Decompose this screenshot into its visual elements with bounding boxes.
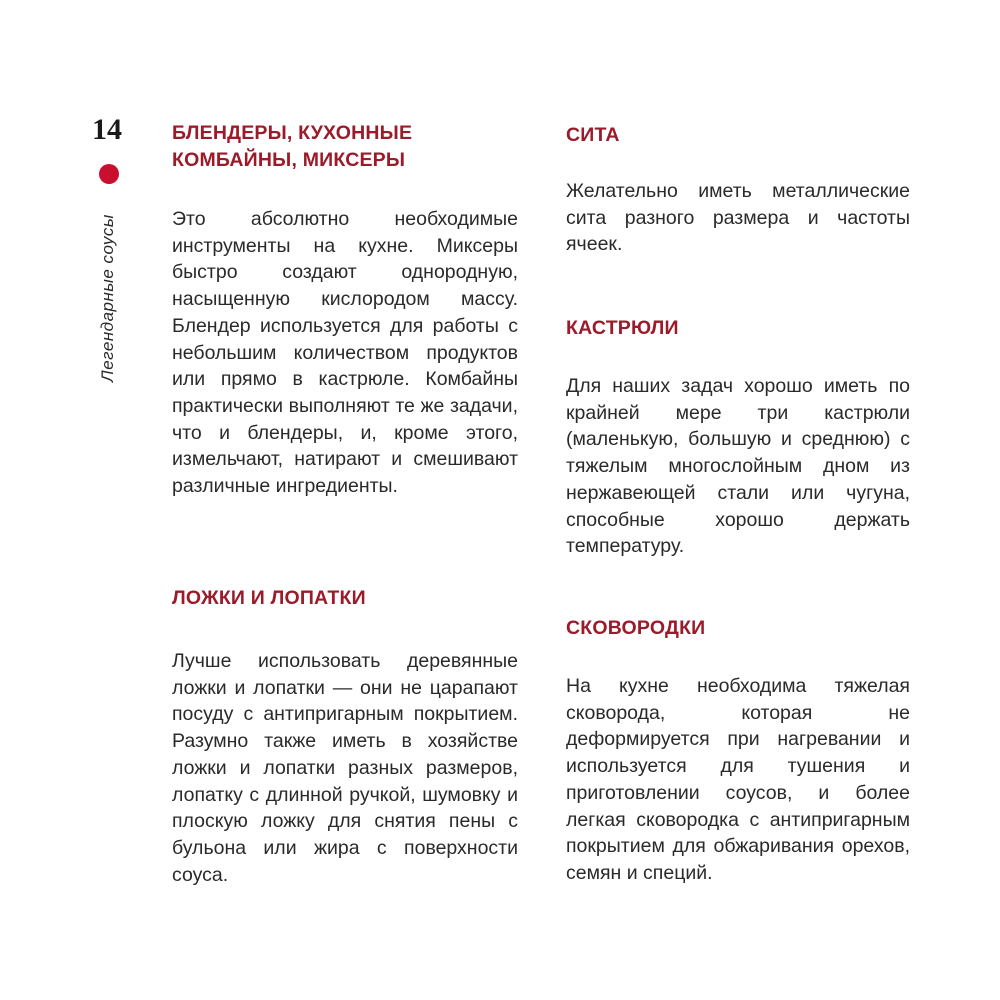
section-pots-body xyxy=(566,373,910,560)
section-body-text: Желательно иметь металлические сита разного размера и частоты ячеек. xyxy=(566,180,910,256)
section-heading: БЛЕНДЕРЫ, КУХОННЫЕ КОМБАЙНЫ, МИКСЕРЫ xyxy=(172,122,413,171)
section-body-text: Для наших задач хорошо иметь по крайней мере три кастрюли (маленькую, большую и среднюю) с тяжелым многослойным дном из нержавеющей стали или чугуна, способные хорошо держать температуру. xyxy=(566,375,910,558)
section-sieves xyxy=(566,122,910,149)
section-body-text: На кухне необходима тяжелая сковорода, которая не деформируется при нагревании и используется для тушения и приготовлении соусов, и более легкая сковородка с антипригарным покрытием для обжаривания орехов, семян и специй. xyxy=(566,675,910,884)
page-number: 14 xyxy=(92,113,122,146)
section-sieves-body xyxy=(566,178,910,258)
section-blenders xyxy=(172,120,518,174)
section-heading: СИТА xyxy=(566,124,620,146)
section-body-text: Лучше использовать деревянные ложки и лопатки — они не царапают посуду с антипригарным покрытием. Разумно также иметь в хозяйстве ложки и лопатки разных размеров, лопатку с длинной ручкой, шумовку и плоскую ложку для снятия пены с бульона или жира с поверхности соуса. xyxy=(172,650,518,886)
section-heading: ЛОЖКИ И ЛОПАТКИ xyxy=(172,587,366,609)
section-blenders-body xyxy=(172,206,518,500)
section-body-text: Это абсолютно необходимые инструменты на кухне. Миксеры быстро создают однородную, насыщенную кислородом массу. Блендер используется для работы с небольшим количеством продуктов или прямо в кастрюле. Комбайны практически выполняют те же задачи, что и блендеры, и, кроме этого, измельчают, натирают и смешивают различные ингредиенты. xyxy=(172,208,518,498)
section-pots xyxy=(566,315,910,342)
section-spoons xyxy=(172,585,518,612)
running-title: Легендарные соусы xyxy=(98,214,117,382)
section-heading: СКОВОРОДКИ xyxy=(566,617,706,639)
section-pans xyxy=(566,615,910,642)
page-marker-dot xyxy=(99,164,119,184)
section-pans-body xyxy=(566,673,910,887)
section-spoons-body xyxy=(172,648,518,888)
section-heading: КАСТРЮЛИ xyxy=(566,317,679,339)
